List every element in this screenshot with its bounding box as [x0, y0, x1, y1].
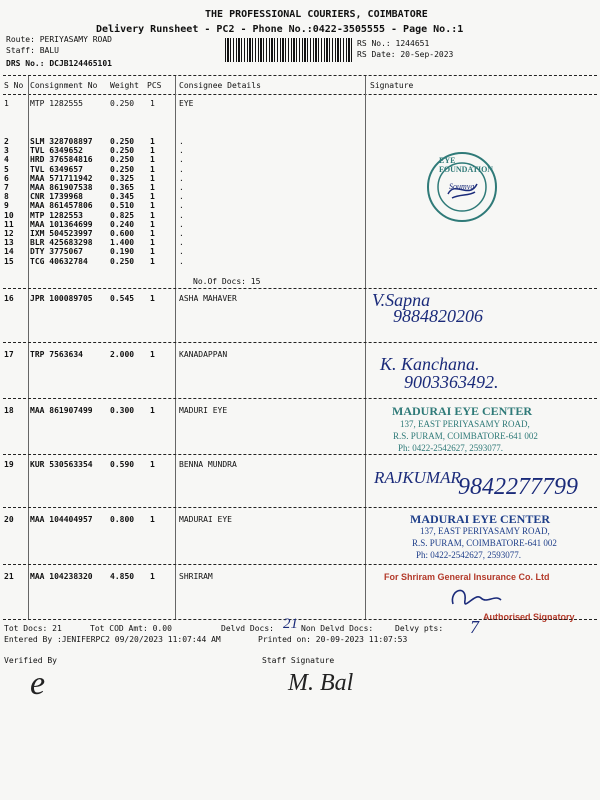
row-consignment: SLM 328708897 — [30, 137, 93, 146]
eye-foundation-stamp — [425, 150, 499, 224]
total-cod: Tot COD Amt: 0.00 — [90, 624, 172, 633]
row-weight: 0.190 — [110, 247, 135, 257]
row-consignment: MAA 104404957 — [30, 515, 93, 524]
stamp-text: EYE FOUNDATION — [439, 156, 494, 174]
row-consignment: KUR 530563354 — [30, 460, 93, 469]
row-details: . — [179, 229, 184, 238]
row-details: . — [179, 256, 184, 266]
row-details: . — [179, 164, 184, 174]
col-sno: S No — [4, 81, 24, 90]
row-details: . — [179, 210, 184, 220]
row-weight: 0.325 — [110, 173, 135, 183]
printed-on: Printed on: 20-09-2023 11:07:53 — [258, 635, 408, 644]
stamp-18-name: MADURAI EYE CENTER — [392, 404, 533, 418]
rs-date-value: 20-Sep-2023 — [400, 50, 454, 59]
row-sno: 19 — [4, 460, 14, 469]
row-consignment: TVL 6349652 — [30, 146, 83, 156]
stamp-20-address: 137, EAST PERIYASAMY ROAD, — [420, 526, 550, 536]
staff-label: Staff: — [6, 46, 35, 55]
row-pcs: 1 — [150, 99, 155, 108]
route-line — [6, 35, 112, 44]
row-consignment: MAA 104238320 — [30, 572, 93, 581]
row-consignment: TVL 6349657 — [30, 164, 83, 174]
row-consignment: TCG 40632784 — [30, 256, 88, 266]
row-consignment: MAA 571711942 — [30, 173, 93, 183]
row-weight: 0.800 — [110, 515, 135, 524]
row-pcs: 1 — [150, 406, 155, 415]
row-weight: 0.600 — [110, 229, 135, 238]
row-weight: 0.365 — [110, 183, 135, 192]
row-consignment: MAA 861907499 — [30, 406, 93, 415]
row-rule — [3, 398, 597, 399]
row-details: . — [179, 201, 184, 211]
row-consignment: MAA 861907538 — [30, 183, 93, 192]
row-weight: 0.590 — [110, 460, 135, 469]
row-pcs: 1 — [150, 173, 155, 183]
row-weight: 0.250 — [110, 99, 135, 108]
signature-19-name: RAJKUMAR — [374, 468, 461, 487]
row-rule — [3, 342, 597, 343]
entered-by: Entered By :JENIFERPC2 09/20/2023 11:07:44 AM — [4, 635, 221, 644]
rs-date-label: RS Date: — [357, 50, 396, 59]
rs-date-line — [357, 50, 453, 59]
col-pcs: PCS — [147, 81, 162, 90]
row-rule — [3, 288, 597, 289]
signature-17-phone: 9003363492. — [404, 372, 499, 392]
row-details: . — [179, 155, 184, 165]
row-pcs: 1 — [150, 183, 155, 192]
row-pcs: 1 — [150, 219, 155, 229]
row-consignment: DTY 3775067 — [30, 247, 83, 257]
stamp-18-city: R.S. PURAM, COIMBATORE-641 002 — [393, 431, 538, 441]
row-weight: 0.510 — [110, 201, 135, 211]
row-pcs: 1 — [150, 229, 155, 238]
row-details: . — [179, 137, 184, 146]
row-consignment: BLR 425683298 — [30, 238, 93, 248]
barcode — [225, 38, 353, 62]
route-value: PERIYASAMY ROAD — [39, 35, 112, 44]
row-details: ASHA MAHAVER — [179, 294, 237, 303]
row-pcs: 1 — [150, 192, 155, 202]
row-pcs: 1 — [150, 247, 155, 257]
row-sno: 18 — [4, 406, 14, 415]
row-weight: 0.825 — [110, 210, 135, 220]
signature-16-name: V.Sapna — [372, 290, 431, 310]
rs-no-label: RS No.: — [357, 39, 391, 48]
row-consignment: MTP 1282553 — [30, 210, 83, 220]
row-consignment: IXM 504523997 — [30, 229, 93, 238]
row-consignment: MAA 861457806 — [30, 201, 93, 211]
row-sno: 5 — [4, 164, 9, 174]
row-pcs: 1 — [150, 164, 155, 174]
rs-no-value: 1244651 — [395, 39, 430, 48]
stamp-20-phone: Ph: 0422-2542627, 2593077. — [416, 550, 522, 560]
row-pcs: 1 — [150, 137, 155, 146]
row-pcs: 1 — [150, 515, 155, 524]
row-weight: 1.400 — [110, 238, 135, 248]
row-details: KANADAPPAN — [179, 350, 228, 359]
row-weight: 0.250 — [110, 146, 135, 156]
stamp-20-name: MADURAI EYE CENTER — [410, 512, 551, 526]
col-rule-1 — [28, 76, 29, 619]
row-weight: 0.345 — [110, 192, 135, 202]
row-weight: 4.850 — [110, 572, 135, 581]
row-rule — [3, 564, 597, 565]
table-bottom-rule — [3, 619, 597, 620]
row-consignment: HRD 376584816 — [30, 155, 93, 165]
row-weight: 0.250 — [110, 164, 135, 174]
row-details: . — [179, 192, 184, 202]
row-sno: 20 — [4, 515, 14, 524]
shriram-stamp-title: For Shriram General Insurance Co. Ltd — [384, 572, 550, 582]
stamp-20-city: R.S. PURAM, COIMBATORE-641 002 — [412, 538, 557, 548]
staff-signature: M. Bal — [288, 670, 354, 696]
docs-count-note: No.Of Docs: 15 — [193, 277, 261, 286]
row-sno: 2 — [4, 137, 9, 146]
row-weight: 0.250 — [110, 155, 135, 165]
row-pcs: 1 — [150, 350, 155, 359]
drs-label: DRS No.: — [6, 59, 45, 68]
row-pcs: 1 — [150, 146, 155, 156]
drs-value: DCJB124465101 — [49, 59, 112, 68]
row-pcs: 1 — [150, 256, 155, 266]
col-consignee: Consignee Details — [179, 81, 261, 90]
row-sno: 7 — [4, 183, 9, 192]
row-consignment: CNR 1739968 — [30, 192, 83, 202]
row-pcs: 1 — [150, 201, 155, 211]
row-pcs: 1 — [150, 460, 155, 469]
row-consignment: MAA 101364699 — [30, 219, 93, 229]
route-label: Route: — [6, 35, 35, 44]
row-details: . — [179, 219, 184, 229]
total-docs: Tot Docs: 21 — [4, 624, 62, 633]
row-rule — [3, 507, 597, 508]
row-weight: 0.240 — [110, 219, 135, 229]
row-sno: 8 — [4, 192, 9, 202]
row-weight: 0.250 — [110, 137, 135, 146]
rs-no-line — [357, 39, 429, 48]
signature-17-name: K. Kanchana. — [380, 354, 480, 374]
delivered-docs: Delvd Docs: — [221, 624, 274, 633]
row-pcs: 1 — [150, 572, 155, 581]
row-details: BENNA MUNDRA — [179, 460, 237, 469]
row-details: MADURAI EYE — [179, 515, 232, 524]
row-sno: 12 — [4, 229, 14, 238]
table-top-rule — [3, 75, 597, 76]
shriram-stamp-authorised: Authorised Signatory — [483, 612, 575, 622]
row-weight: 2.000 — [110, 350, 135, 359]
stamp-signature: Soumya — [449, 182, 475, 191]
drs-line — [6, 59, 112, 68]
row-sno: 1 — [4, 99, 9, 108]
row-sno: 13 — [4, 238, 14, 248]
row-sno: 6 — [4, 173, 9, 183]
delivery-points-value: 7 — [470, 617, 479, 637]
row-details: EYE — [179, 99, 194, 108]
row-pcs: 1 — [150, 294, 155, 303]
row-sno: 14 — [4, 247, 14, 257]
staff-signature-label: Staff Signature — [262, 656, 335, 665]
delivery-points: Delvy pts: — [395, 624, 444, 633]
col-rule-2 — [175, 76, 176, 619]
delivered-docs-value: 21 — [283, 616, 298, 632]
row-details: . — [179, 183, 184, 192]
table-header-rule — [3, 94, 597, 95]
non-delivered-docs: Non Delvd Docs: — [301, 624, 374, 633]
row-consignment: MTP 1282555 — [30, 99, 83, 108]
row-sno: 11 — [4, 219, 14, 229]
row-sno: 3 — [4, 146, 9, 156]
row-details: . — [179, 173, 184, 183]
row-details: . — [179, 146, 184, 156]
row-details: . — [179, 247, 184, 257]
signature-19-phone: 9842277799 — [458, 474, 578, 500]
row-pcs: 1 — [150, 155, 155, 165]
row-sno: 4 — [4, 155, 9, 165]
row-sno: 21 — [4, 572, 14, 581]
verified-by-label: Verified By — [4, 656, 57, 665]
row-weight: 0.545 — [110, 294, 135, 303]
row-consignment: JPR 100089705 — [30, 294, 93, 303]
row-consignment: TRP 7563634 — [30, 350, 83, 359]
stamp-18-phone: Ph: 0422-2542627, 2593077. — [398, 443, 504, 453]
row-details: SHRIRAM — [179, 572, 213, 581]
staff-line — [6, 46, 59, 55]
col-consignment: Consignment No — [30, 81, 98, 90]
row-sno: 17 — [4, 350, 14, 359]
row-details: MADURI EYE — [179, 406, 228, 415]
col-signature: Signature — [370, 81, 414, 90]
verified-signature: e — [30, 665, 46, 702]
row-rule — [3, 454, 597, 455]
staff-value: BALU — [39, 46, 59, 55]
row-weight: 0.250 — [110, 256, 135, 266]
row-sno: 10 — [4, 210, 14, 220]
signature-16-phone: 9884820206 — [393, 306, 483, 326]
col-weight: Weight — [110, 81, 139, 90]
col-rule-3 — [365, 76, 366, 619]
row-weight: 0.300 — [110, 406, 135, 415]
row-pcs: 1 — [150, 238, 155, 248]
row-details: . — [179, 238, 184, 248]
row-sno: 9 — [4, 201, 9, 211]
runsheet-title: Delivery Runsheet - PC2 - Phone No.:0422-3505555 - Page No.:1 — [96, 24, 464, 35]
company-title: THE PROFESSIONAL COURIERS, COIMBATORE — [205, 9, 428, 20]
row-pcs: 1 — [150, 210, 155, 220]
row-sno: 15 — [4, 256, 14, 266]
stamp-18-address: 137, EAST PERIYASAMY ROAD, — [400, 419, 530, 429]
row-sno: 16 — [4, 294, 14, 303]
shriram-signature-icon — [445, 582, 505, 614]
